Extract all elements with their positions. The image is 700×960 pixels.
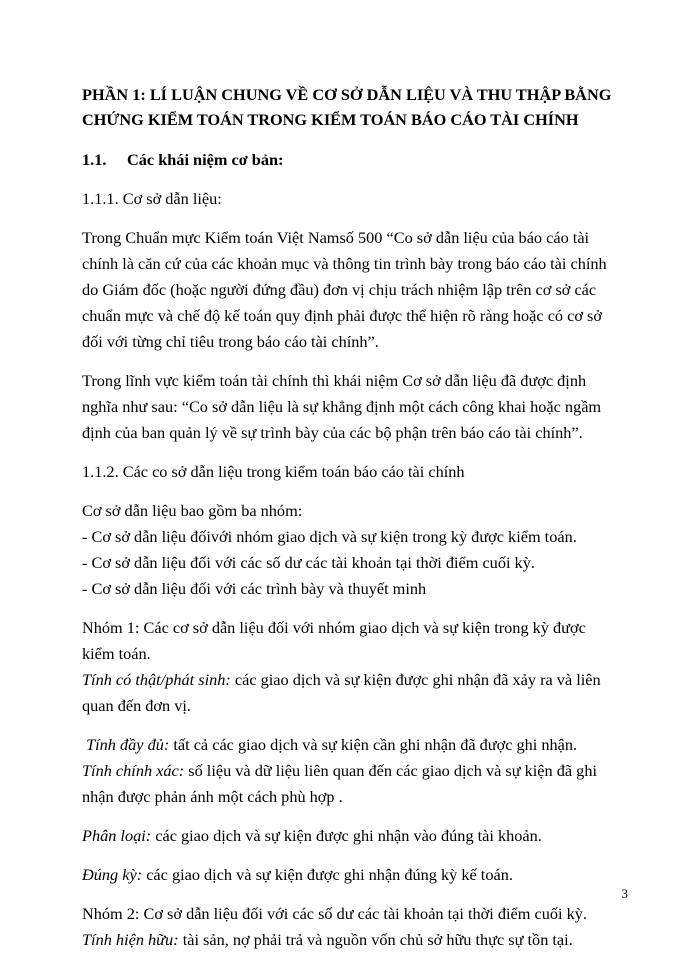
assertion-text: các giao dịch và sự kiện được ghi nhận đúng kỳ kế toán.: [142, 865, 513, 884]
list-item: - Cơ sở dẫn liệu đốivới nhóm giao dịch và sự kiện trong kỳ được kiểm toán.: [82, 527, 577, 546]
assertion-cutoff: [82, 862, 622, 888]
assertion-term: Tính đầy đủ:: [86, 735, 170, 754]
group-2-heading: Nhóm 2: Cơ sở dẫn liệu đối với các số dư các tài khoản tại thời điểm cuối kỳ.: [82, 904, 587, 923]
assertion-existence: [82, 927, 622, 953]
assertion-term: Tính hiện hữu:: [82, 930, 179, 949]
assertion-term: Phân loại:: [82, 826, 152, 845]
section-1-1-heading: [82, 147, 622, 173]
part-title-line-1: PHẦN 1: LÍ LUẬN CHUNG VỀ CƠ SỞ DẪN LIỆU VÀ THU THẬP BẰNG: [82, 85, 612, 104]
assertion-term: Tính có thật/phát sinh:: [82, 670, 231, 689]
assertion-occurrence: [82, 667, 622, 719]
list-item: - Cơ sở dẫn liệu đối với các số dư các tài khoản tại thời điểm cuối kỳ.: [82, 553, 535, 572]
assertion-text: các giao dịch và sự kiện được ghi nhận đã xảy ra và liên quan đến đơn vị.: [82, 670, 601, 715]
paragraph-vsa500: Trong Chuẩn mực Kiểm toán Việt Namsố 500 “Co sở dẫn liệu của báo cáo tài chính là căn cứ của các khoản mục và thông tin trình bày trong báo cáo tài chính do Giám đốc (hoặc người đứng đầu) đơn vị chịu trách nhiệm lập trên cơ sở các chuẩn mực và chế độ kế toán quy định phải được thể hiện rõ ràng hoặc có cơ sở đối với từng chỉ tiêu trong báo cáo tài chính”.: [82, 228, 607, 351]
page-number: 3: [621, 886, 628, 901]
page-content: [82, 82, 622, 953]
assertion-text: tài sản, nợ phải trả và nguồn vốn chủ sở hữu thực sự tồn tại.: [178, 930, 573, 949]
group-1-heading: Nhóm 1: Các cơ sở dẫn liệu đối với nhóm giao dịch và sự kiện trong kỳ được kiểm toán.: [82, 618, 586, 663]
assertion-text: các giao dịch và sự kiện được ghi nhận vào đúng tài khoản.: [151, 826, 542, 845]
assertion-text: số liệu và dữ liệu liên quan đến các giao dịch và sự kiện đã ghi nhận được phản ánh một cách phù hợp .: [82, 761, 597, 806]
assertion-accuracy: [82, 758, 622, 810]
section-1-1-1-heading: 1.1.1. Cơ sở dẫn liệu:: [82, 189, 222, 208]
part-title: [82, 82, 622, 132]
assertion-term: Tính chính xác:: [82, 761, 185, 780]
assertion-term: Đúng kỳ:: [82, 865, 143, 884]
groups-list: [82, 524, 622, 602]
section-number: 1.1.: [82, 150, 107, 169]
paragraph-definition: Trong lĩnh vực kiểm toán tài chính thì khái niệm Cơ sở dẫn liệu đã được định nghĩa như sau: “Co sở dẫn liệu là sự khẳng định một cách công khai hoặc ngầm định của ban quản lý về sự trình bày của các bộ phận trên báo cáo tài chính”.: [82, 371, 602, 442]
assertion-classification: [82, 823, 622, 849]
assertion-completeness: [82, 732, 622, 758]
part-title-line-2: CHỨNG KIỂM TOÁN TRONG KIỂM TOÁN BÁO CÁO TÀI CHÍNH: [82, 110, 579, 129]
groups-intro: Cơ sở dẫn liệu bao gồm ba nhóm:: [82, 501, 303, 520]
section-1-1-2-heading: 1.1.2. Các co sở dẫn liệu trong kiểm toán báo cáo tài chính: [82, 462, 465, 481]
section-title: Các khái niệm cơ bản:: [127, 150, 284, 169]
assertion-text: tất cả các giao dịch và sự kiện cần ghi nhận đã được ghi nhận.: [169, 735, 578, 754]
list-item: - Cơ sở dẫn liệu đối với các trình bày và thuyết minh: [82, 579, 427, 598]
